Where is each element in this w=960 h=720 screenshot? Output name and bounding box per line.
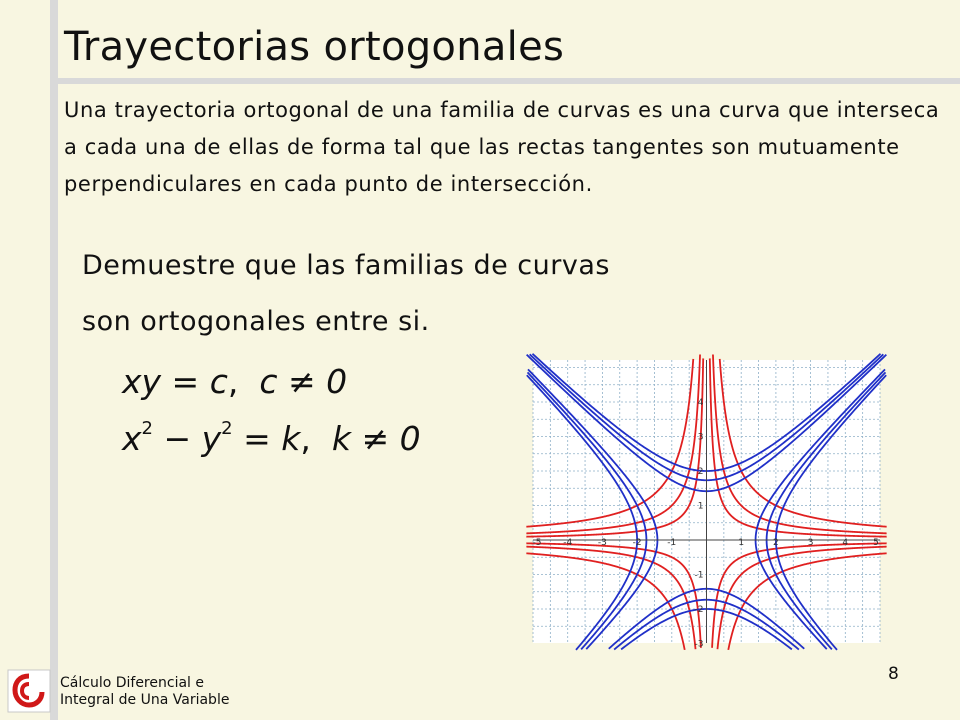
x-tick-label: 3 — [807, 538, 814, 548]
y-tick-label: -2 — [694, 605, 704, 615]
x-tick-label: 5 — [873, 538, 879, 548]
x-tick-label: -4 — [563, 538, 573, 548]
equation-xy-c: xy = c, c ≠ 0 — [122, 362, 348, 401]
prompt-line-1: Demuestre que las familias de curvas — [82, 250, 610, 281]
y-tick-label: -1 — [694, 570, 704, 581]
title-underline — [54, 78, 960, 84]
y-tick-label: 3 — [697, 432, 704, 443]
y-tick-label: 4 — [697, 398, 704, 408]
eq1-rhs: c — [209, 362, 228, 401]
course-name — [60, 675, 229, 709]
eq2-exp-y: 2 — [221, 418, 233, 439]
eq1-lhs: xy — [122, 362, 162, 401]
prompt-line-2: son ortogonales entre si. — [82, 306, 430, 337]
eq2-equals: = — [232, 419, 282, 458]
eq2-y: y — [201, 419, 222, 458]
slide-title: Trayectorias ortogonales — [64, 24, 565, 70]
eq2-rhs: k — [281, 419, 301, 458]
eq1-equals: = — [161, 362, 210, 401]
x-tick-label: 1 — [738, 538, 745, 548]
x-tick-label: -2 — [632, 538, 642, 548]
left-accent-bar — [50, 0, 58, 720]
course-name-line-1: Cálculo Diferencial e — [60, 675, 204, 691]
eq2-x: x — [122, 419, 142, 458]
eq2-exp-x: 2 — [141, 418, 153, 439]
x-tick-label: -5 — [532, 538, 542, 548]
course-name-line-2: Integral de Una Variable — [60, 692, 230, 708]
equation-x2-y2-k: $x^2 - y^2 = k$, k ≠ 0 — [122, 418, 421, 458]
x-tick-label: -3 — [597, 538, 607, 548]
eq2-condition: k ≠ 0 — [331, 419, 421, 458]
x-tick-label: -1 — [667, 538, 677, 548]
definition-text: Una trayectoria ortogonal de una familia de curvas es una curva que interseca a cada una de ellas de forma tal que las rectas tangentes son mutuamente perpendiculares en cada punto de intersección. — [64, 98, 940, 196]
y-tick-label: -3 — [694, 639, 704, 650]
x-tick-label: 2 — [773, 538, 779, 548]
page-number: 8 — [888, 664, 899, 684]
orthogonal-curves-graph — [532, 360, 880, 650]
eq2-minus: − — [152, 419, 202, 458]
y-tick-label: 2 — [697, 467, 704, 477]
y-tick-label: 1 — [697, 501, 704, 512]
eq1-condition: c ≠ 0 — [259, 362, 348, 401]
x-tick-label: 4 — [842, 538, 849, 548]
university-logo-icon — [6, 668, 52, 714]
